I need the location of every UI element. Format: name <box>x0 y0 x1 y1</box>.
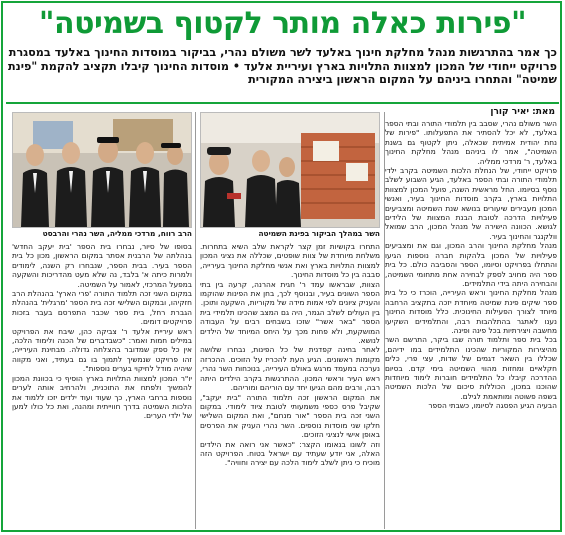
paragraph: השר משולם נהרי, שסבב בין תלמודי התורה ובתי הספר באלעד, לא יכל להסתיר את התפעלותו. "פירות של נחת יהודית אמיתית שכאלה, ניתן לקטוף גם בשנת השמיטה", אמר לו ביניהם מנהל מחלקת החינוך באלעד, ר' מרדכי ממליה. <box>385 119 557 166</box>
article-column-right <box>385 119 557 529</box>
paragraph: התחרו בקושיות זמן קצר לקראת שלב השיא בתחרות. משלחת מיוחדת של צוות שופטים, שכללה את נציגי המכון למצוות התלויות בארץ ואת אנשי מחלקת החינוך בעירייה, סבבה בין כל מוסדות החינוך. <box>200 242 380 280</box>
photo-officials-group <box>12 112 192 228</box>
column-divider <box>195 112 196 529</box>
paragraph: פרויקט ייחודי, של הנחלת הלכות השמיטה בקרב ילדי תלמודי התורה ובתי הספר באלעד, הגיע השבוע לשלב נוסף בסיומו. החל מראשית השנה, פועל המכון למצוות התלויות בארץ, בקרב מוסדות החינוך בעיר, ואנשי המכון מעבירים שיעורים בנושא שנת השמיטה ומצביעים פעילויות הדרכה לטובת הבנת המצוות של הלידים לגושא. הכוונה הישירה של מנהל המכון, הרב שמואל וולקנגר והחינוך בעיר. <box>385 166 557 241</box>
paragraph: יו"ר המכון למצוות התלויות בארץ הוסיף כי בכוונת המכון להמשיך ולפתח את התוכנית, ולהרחיב אותה לערים נוספות ברחבי הארץ, כך שעוד ועוד ילדים יזכו ללמוד את הלכות השמיטה בדרך חווייתית ומהנה, ואת כל כולו למען של ילדי הערים. <box>12 373 192 421</box>
paragraph: מנהל מחלקת החינוך והרב המכון, וגם את ומצביעים פעילויות של המכון בלהקות חברה נוספות הגיעו והתחלו בפרויקט וסיומו, הספר והסביבה כולם. כל בית ספר היה מחויב לספק לבחירה אחת מתחומי השמיטה, והבחירה היתה בידי התלמידים. <box>385 241 557 288</box>
paragraph: ראש עיריית אלעד ר' צביקה כהן, שיבח את הפרויקט במילים חמות ואמר: "כשבדברים של הכנה ולימוד הלכה, אין כל ספק שמדובר בהצלחה גדולה. מבחינת העירייה, זהו פרויקט שנמשיך לתמוך בו גם בעתיד, ואני מקווה שיהיה מודל לחיקוי בערים נוספות". <box>12 326 192 374</box>
paragraph: את המקום הראשון זכה תלמוד התורה "בית יעקב", שקיבל פרס כספי משמעותי לטובת ציוד לימודי. במקום השני זכה בית הספר "אור מנחם", ואת המקום השלישי חלקו שני מוסדות נוספים. השר נהרי העניק את הפרסים באופן אישי לנציגי הזוכים. <box>200 392 380 440</box>
byline: מאת: יאיר קורן <box>490 107 555 117</box>
subheadline: כך אמר בהתרגשות מנהל מחלקת חינוך באלעד לשר משולם נהרי, בביקור במוסדות החינוך באלעד במסגרת פרויקט ייחודי של המכון למצוות התלויות בארץ ועיריית אלעד • מוסדות החינוך קיבלו תקציב להקמת "פינת שמיטה" והתחרו ביניהם על המקום הראשון ביצירה המקורית <box>8 46 557 87</box>
photo-caption-left: הרב רווח, מרדכי ממליה, השר נהרי והרבסט <box>42 229 192 238</box>
article-column-left <box>12 242 192 529</box>
headline: "פירות כאלה מותר לקטוף בשמיטה" <box>38 6 527 41</box>
photo-caption-mid: השר במהלך הביקור בפינת השמיטה <box>258 229 380 238</box>
headline-divider <box>6 102 559 104</box>
article-column-middle <box>200 242 380 529</box>
photo-minister-visit <box>200 112 380 228</box>
paragraph: בסופו של סיור, נבחרו בית הספר 'בית יעקב החדש' בנהלתה של הרבנית אסתר במקום הראשון, מכון כל בית הספר בעיר. בבית הספר, שנבחרו רק השנה, לימודים ולמרות כיתה א' בלבד, נה שלא מעט מהדריכות והשקעה במפעל המרכזי, לאמור על השמיטה. <box>12 242 192 289</box>
paragraph: במקום השני זכה תלמוד התורה 'פרי הארץ' בהנהלת הרב חזקיהו, ובמקום השלישי זכה בית הספר 'מרגלית' בהנהלת הגברת רחל, בית ספר שכבר התפרסם בעבר בזכות פרויקטים דומים. <box>12 289 192 327</box>
paragraph: מנהל מחלקת החינוך וראש העירייה, הוכרז כי כל בית ספר שיקים פינת שמיטה מיוחדת יזכה בתקציב הרחבה מיוחד לצורך הפעילות החינוכית. כלל מוסדות החינוך נענו לאתגר בהתלהבות רבה, והתלמידים השקיעו מחשבה ויצירתיות בכל פינה ופינה. <box>385 288 557 335</box>
paragraph: הצוות, שבראשו עמד ר' חגית אהרנה, קרעה בין בתי הספר השונים בעיר, ובנוסף לכך, בחן את הפינות שהוקמו והעניק ציונים לפי אמות מידה של מקוריות, השקעה ותוכן. <box>200 279 380 308</box>
paragraph: וזה לשונו בנאומו הקצר: "כאשר אני רואה את הילדים האלה, אני יודע שעתיד עם ישראל בטוח. הפרויקט הזה מוכיח כי ניתן לשלב לימוד הלכה עם יצירה וחוויה". <box>200 439 380 468</box>
paragraph: הבעיה הגיע הפסגה לסיומו, כשבתי הספר <box>428 401 557 411</box>
paragraph: בין העולים לשלב הגמר, היה גם המצב שהכינו תלמידי בית הספר "באר אשר" שזכו בשבחים רבים על העבודה המושקעת, ולא פחות מכך על היחס המיוחד של הילדים לנושא. <box>200 307 380 346</box>
paragraph: בכל בית ספר ותלמוד תורה שבו ביקר, התרשם השר מהיצירות המקוריות שהכינו התלמידים במו ידיהם, שכללו בין השאר דגמים של שדות, עצי פרי, כלים חקלאיים ומחזות מהווי השמיטה בימי קדם. בסיום ההדרכה קיבלו כל התלמידים חוברות לימוד מיוחדות שהוכנו במכון, הכוללות סיכום של הלכות השמיטה בשפה פשוטה ומותאמת לגילם. <box>385 335 557 401</box>
paragraph: לאחר בחינה קפדנית של כל הפינות, נבחרו שלושה מקומות ראשונים. הגיע העת להכריז על הזוכים. ההכרזה נערכה במעמד מרגש באולם העירייה, בנוכחות השר נהרי, ראש העיר וראשי המכון. ההתרגשות בקרב הילדים היתה רבה, ורבים מהם הגיעו יחד עם הוריהם ומוריהם. <box>200 345 380 393</box>
